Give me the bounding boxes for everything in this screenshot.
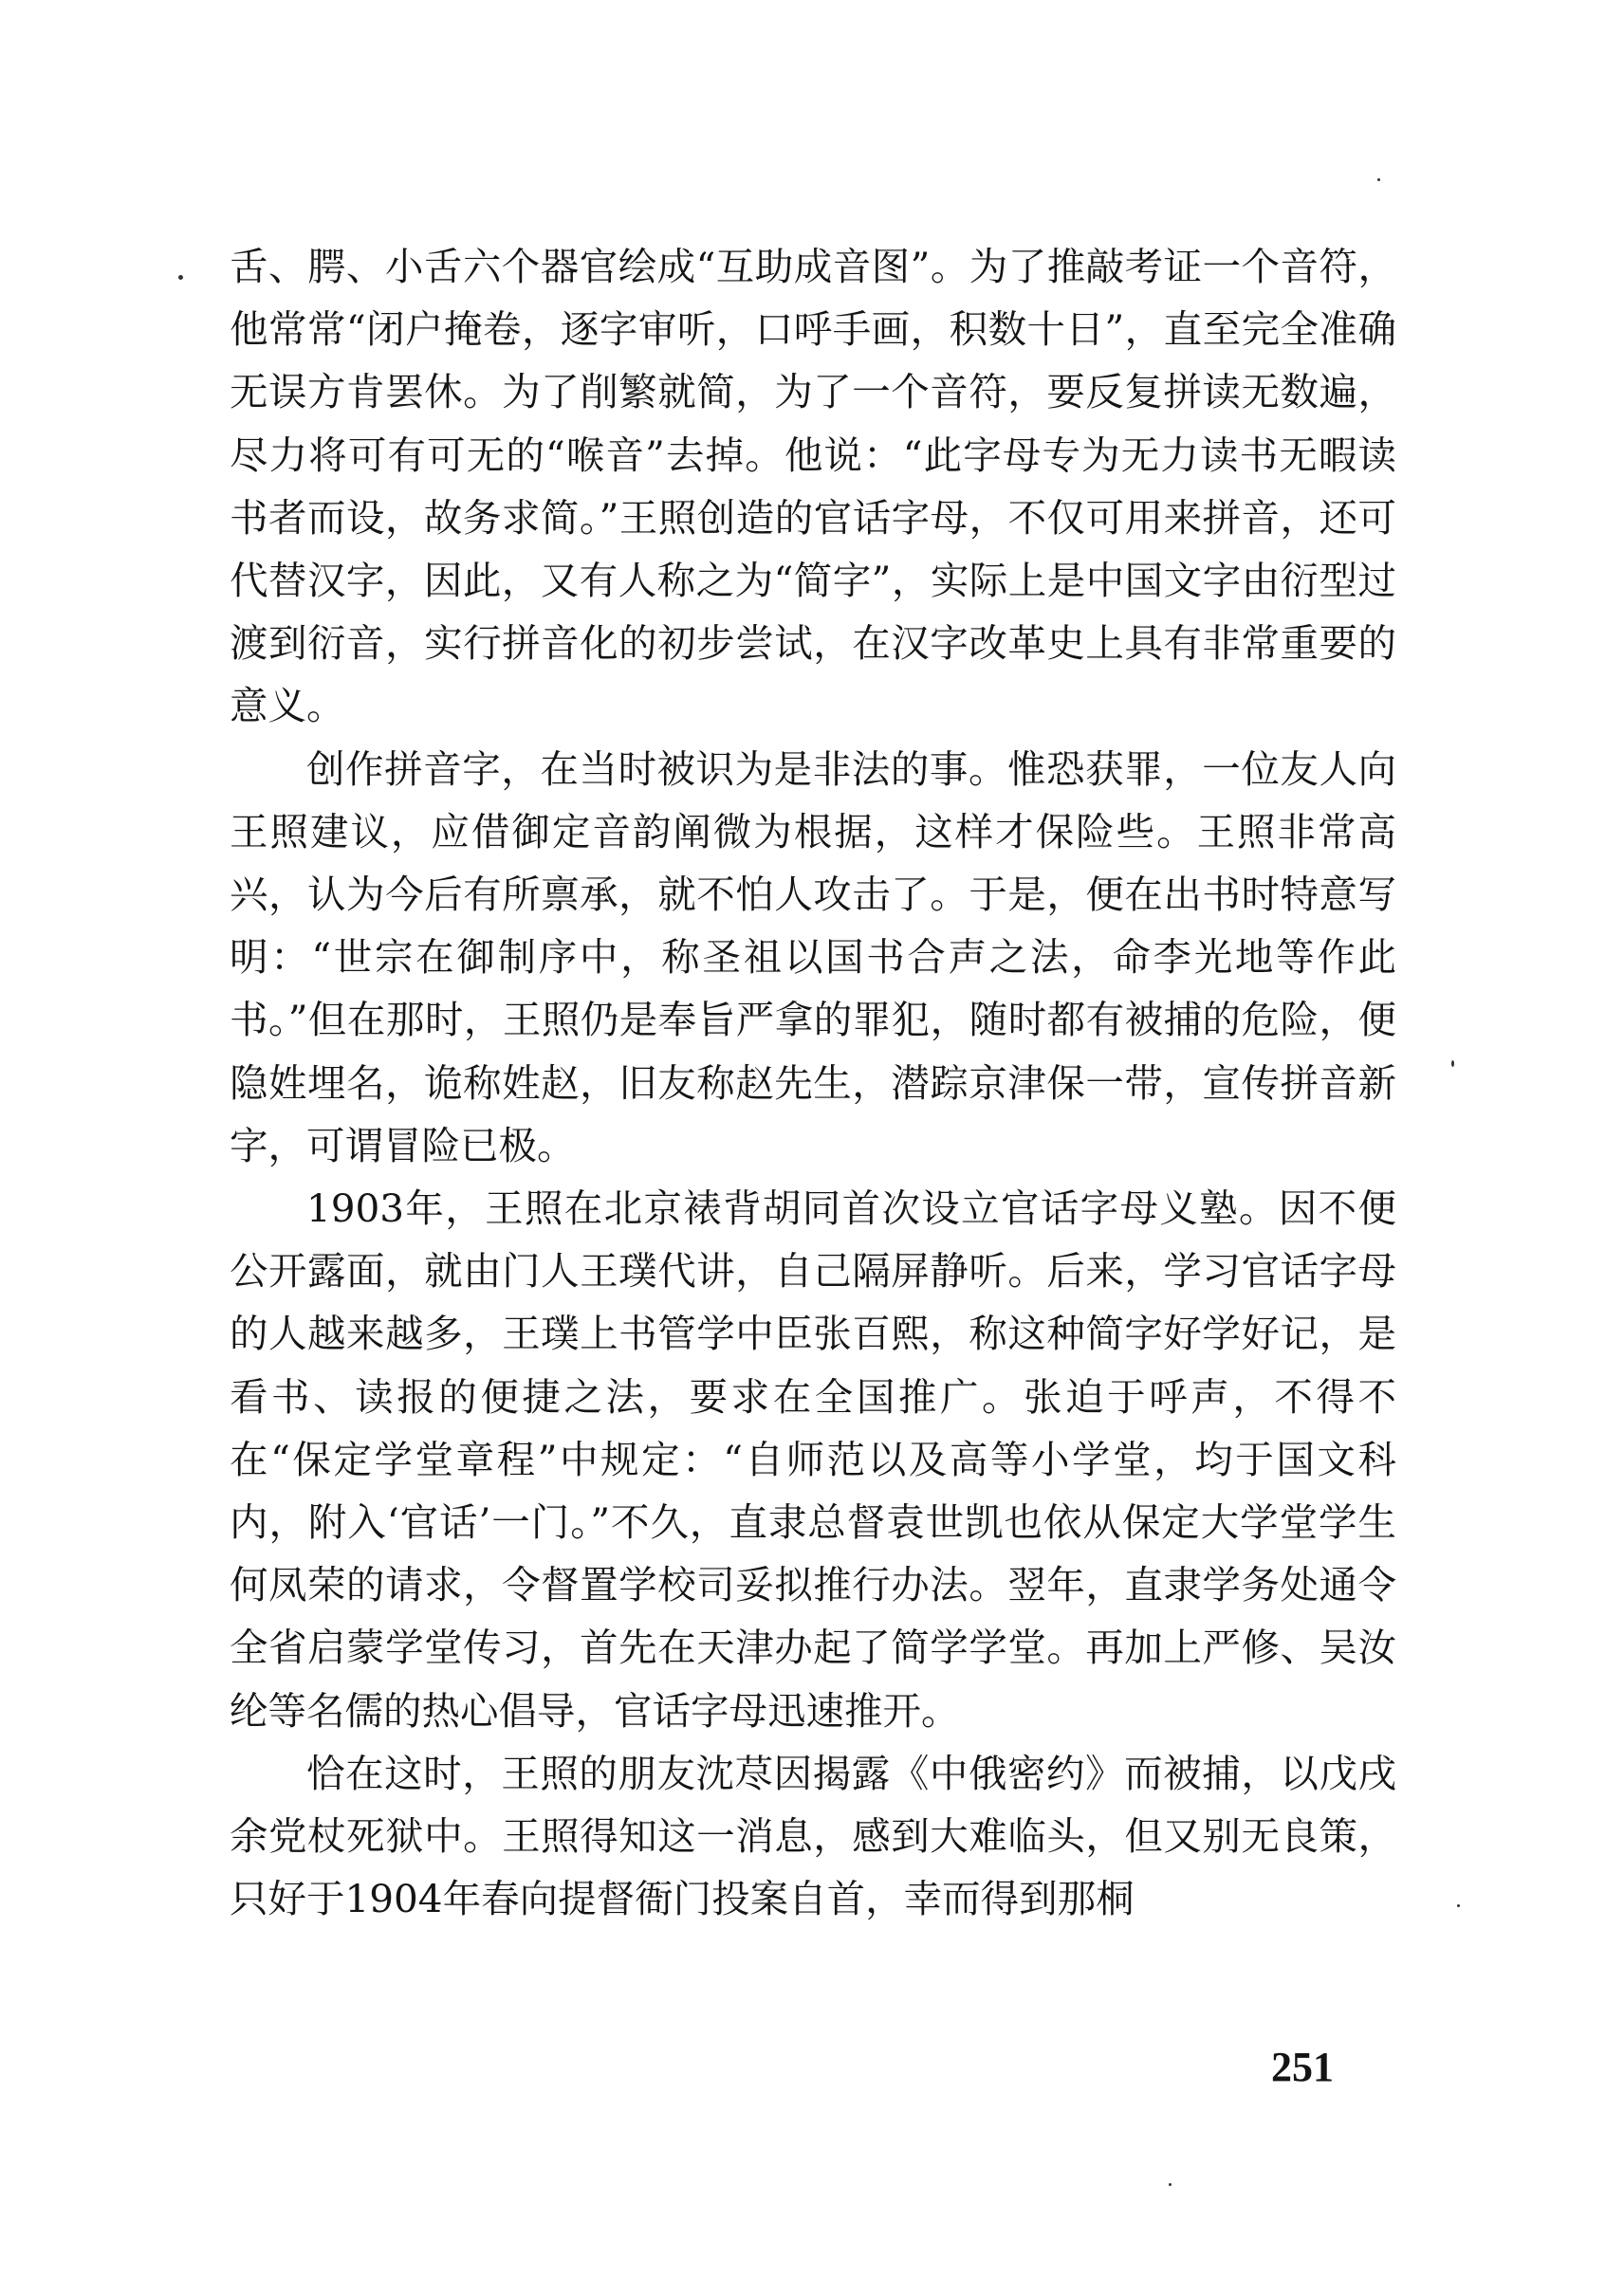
paragraph-4: 恰在这时，王照的朋友沈荩因揭露《中俄密约》而被捕，以戊戌余党杖死狱中。王照得知这一消息，感到大难临头，但又别无良策，只好于1904年春向提督衙门投案自首，幸而得到那桐 [230, 1750, 1396, 1922]
scan-speck [1457, 1904, 1460, 1907]
page-number: 251 [1271, 2044, 1334, 2090]
paragraph-1: 舌、腭、小舌六个器官绘成“互助成音图”。为了推敲考证一个音符，他常常“闭户掩卷，逐字审听，口呼手画，积数十日”，直至完全准确无误方肯罢休。为了削繁就简，为了一个音符，要反复拼读无数遍，尽力将可有可无的“喉音”去掉。他说：“此字母专为无力读书无暇读书者而设，故务求简。”王照创造的官话字母，不仅可用来拼音，还可代替汉字，因此，又有人称之为“简字”，实际上是中国文字由衍型过渡到衍音，实行拼音化的初步尝试，在汉字改革史上具有非常重要的意义。 [230, 244, 1396, 729]
body-text [230, 235, 1396, 1930]
paragraph-3: 1903年，王照在北京裱背胡同首次设立官话字母义塾。因不便公开露面，就由门人王璞代讲，自己隔屏静听。后来，学习官话字母的人越来越多，王璞上书管学中臣张百熙，称这种简字好学好记，是看书、读报的便捷之法，要求在全国推广。张迫于呼声，不得不在“保定学堂章程”中规定：“自师范以及高等小学堂，均于国文科内，附入‘官话’一门。”不久，直隶总督袁世凯也依从保定大学堂学生何凤荣的请求，令督置学校司妥拟推行办法。翌年，直隶学务处通令全省启蒙学堂传习，首先在天津办起了简学学堂。再加上严修、吴汝纶等名儒的热心倡导，官话字母迅速推开。 [230, 1185, 1396, 1734]
scan-speck [1169, 2183, 1172, 2186]
scan-speck [178, 275, 183, 280]
paragraph-2: 创作拼音字，在当时被识为是非法的事。惟恐获罪，一位友人向王照建议，应借御定音韵阐微为根据，这样才保险些。王照非常高兴，认为今后有所禀承，就不怕人攻击了。于是，便在出书时特意写明：“世宗在御制序中，称圣祖以国书合声之法，命李光地等作此书。”但在那时，王照仍是奉旨严拿的罪犯，随时都有被捕的危险，便隐姓埋名，诡称姓赵，旧友称赵先生，潜踪京津保一带，宣传拼音新字，可谓冒险已极。 [230, 745, 1396, 1168]
scan-speck [1377, 178, 1380, 181]
scan-speck [1451, 1060, 1454, 1067]
